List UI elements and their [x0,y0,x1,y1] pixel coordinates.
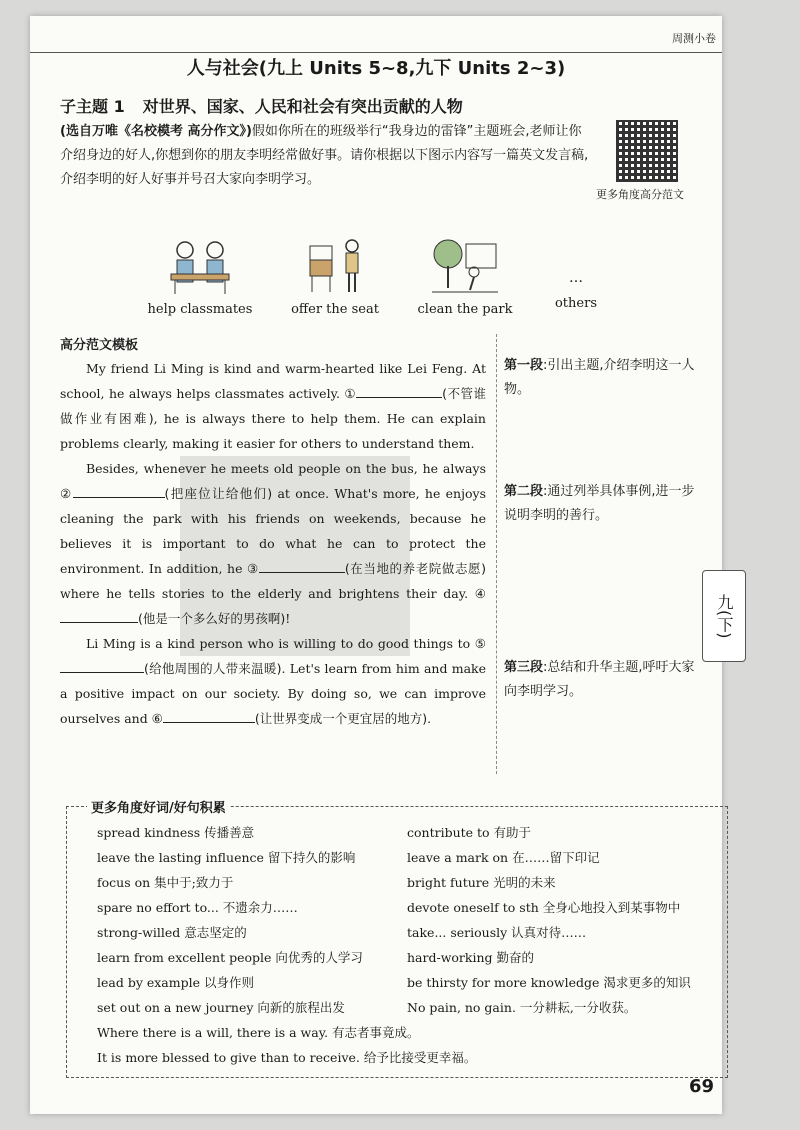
header-rule [30,52,722,53]
picture-label: help classmates [147,302,253,317]
subtopic-text: 对世界、国家、人民和社会有突出贡献的人物 [142,97,463,116]
note-text: :通过列举具体事例,进一步说明李明的善行。 [504,484,695,523]
phrase-item: No pain, no gain. 一分耕耘,一分收获。 [407,1000,637,1015]
essay-text: , he is always there to help them. He can explain problems clearly, making it easier for others to understand them. [60,411,486,451]
picture-label: offer the seat [291,302,379,317]
picture-label: others [554,296,597,311]
template-label: 高分范文模板 [60,338,139,353]
qr-caption: 更多角度高分范文 [596,188,684,201]
phrase-item: focus on 集中于;致力于 [97,875,234,890]
phrase-item: hard-working 勤奋的 [407,950,535,965]
note-text: :总结和升华主题,呼吁大家向李明学习。 [504,660,695,699]
qr-code-icon[interactable] [616,120,678,182]
note-head: 第三段 [504,660,544,675]
picture-clean-park [405,238,525,317]
model-essay [60,356,486,731]
subtopic-number: 子主题 1 [60,97,125,116]
note-paragraph-1 [504,354,704,402]
essay-text: where he tells stories to the elderly and brightens their day. ④ [60,586,486,601]
blank-hint: (不管谁做作业有困难) [60,386,486,426]
picture-offer-seat [275,238,395,317]
answer-blank-4[interactable] [60,608,138,623]
park-cleaning-icon [430,238,500,294]
blank-hint: (给他周围的人带来温暖) [144,661,282,676]
task-intro [60,120,592,192]
page-title: 人与社会(九上 Units 5~8,九下 Units 2~3) [186,58,566,79]
essay-text: ! [285,611,291,626]
note-text: :引出主题,介绍李明这一人物。 [504,358,695,397]
essay-text: at once. What's more, he enjoys cleaning the park with his friends on weekends, because he believes it is important to do what he can to protect the environment. In addition, he ③ [60,486,486,576]
answer-blank-3[interactable] [259,558,345,573]
essay-paragraph-3 [60,631,486,731]
task-source: (选自万唯《名校模考 高分作文》) [60,124,252,139]
note-head: 第二段 [504,484,544,499]
picture-prompts [140,238,660,328]
note-paragraph-2 [504,480,704,528]
answer-blank-1[interactable] [356,383,442,398]
essay-text: Li Ming is a kind person who is willing to do good things to ⑤ [86,636,486,651]
phrase-box-title: 更多角度好词/好句积累 [87,797,230,816]
blank-hint: (把座位让给他们) [164,486,273,501]
essay-text: My friend Li Ming is kind and warm-hearted like Lei Feng. At school, he always helps classmates actively. ① [60,361,486,401]
phrase-item: lead by example 以身作则 [97,975,254,990]
column-divider [496,334,497,774]
essay-paragraph-1 [60,356,486,456]
note-head: 第一段 [504,358,544,373]
page-sheet [30,16,722,1114]
phrase-item: be thirsty for more knowledge 渴求更多的知识 [407,975,691,990]
students-studying-icon [165,238,235,294]
phrase-item: spare no effort to... 不遗余力…… [97,900,298,915]
blank-hint: (他是一个多么好的男孩啊) [138,611,286,626]
note-paragraph-3 [504,656,704,704]
picture-others [536,238,616,311]
essay-text: Besides, whenever he meets old people on the bus, he always ② [60,461,486,501]
picture-label: clean the park [417,302,513,317]
phrase-item: strong-willed 意志坚定的 [97,925,247,940]
phrase-item: devote oneself to sth 全身心地投入到某事物中 [407,900,681,915]
essay-text: . [427,711,432,726]
phrase-item: leave the lasting influence 留下持久的影响 [97,850,356,865]
subtopic-heading [60,94,463,117]
header-tag: 周测小卷 [672,32,716,45]
phrase-item: learn from excellent people 向优秀的人学习 [97,950,363,965]
answer-blank-2[interactable] [73,483,165,498]
answer-blank-5[interactable] [60,658,144,673]
sentence-item: Where there is a will, there is a way. 有志者事竟成。 [97,1025,420,1040]
ellipsis-mark: … [569,270,583,286]
blank-hint: (在当地的养老院做志愿) [344,561,486,576]
phrase-item: leave a mark on 在……留下印记 [407,850,600,865]
phrase-item: set out on a new journey 向新的旅程出发 [97,1000,345,1015]
sentence-item: It is more blessed to give than to receive. 给予比接受更幸福。 [97,1050,477,1065]
phrase-item: bright future 光明的未来 [407,875,556,890]
essay-paragraph-2 [60,456,486,631]
phrase-box [66,801,728,1078]
picture-help-classmates [140,238,260,317]
grade-side-tab[interactable]: 九(下) [702,570,746,662]
phrase-item: take... seriously 认真对待…… [407,925,587,940]
page-number: 69 [688,1076,714,1097]
seat-offer-icon [300,238,370,294]
phrase-item: contribute to 有助于 [407,825,532,840]
blank-hint: (让世界变成一个更宜居的地方) [254,711,428,726]
phrase-item: spread kindness 传播善意 [97,825,255,840]
answer-blank-6[interactable] [163,708,255,723]
task-text: 假如你所在的班级举行“我身边的雷锋”主题班会,老师让你介绍身边的好人,你想到你的朋友李明经常做好事。请你根据以下图示内容写一篇英文发言稿,介绍李明的好人好事并号召大家向李明学习。 [60,124,589,187]
essay-text: . Let's learn from him and make a positive impact on our society. By doing so, we can improve ourselves and ⑥ [60,661,486,726]
